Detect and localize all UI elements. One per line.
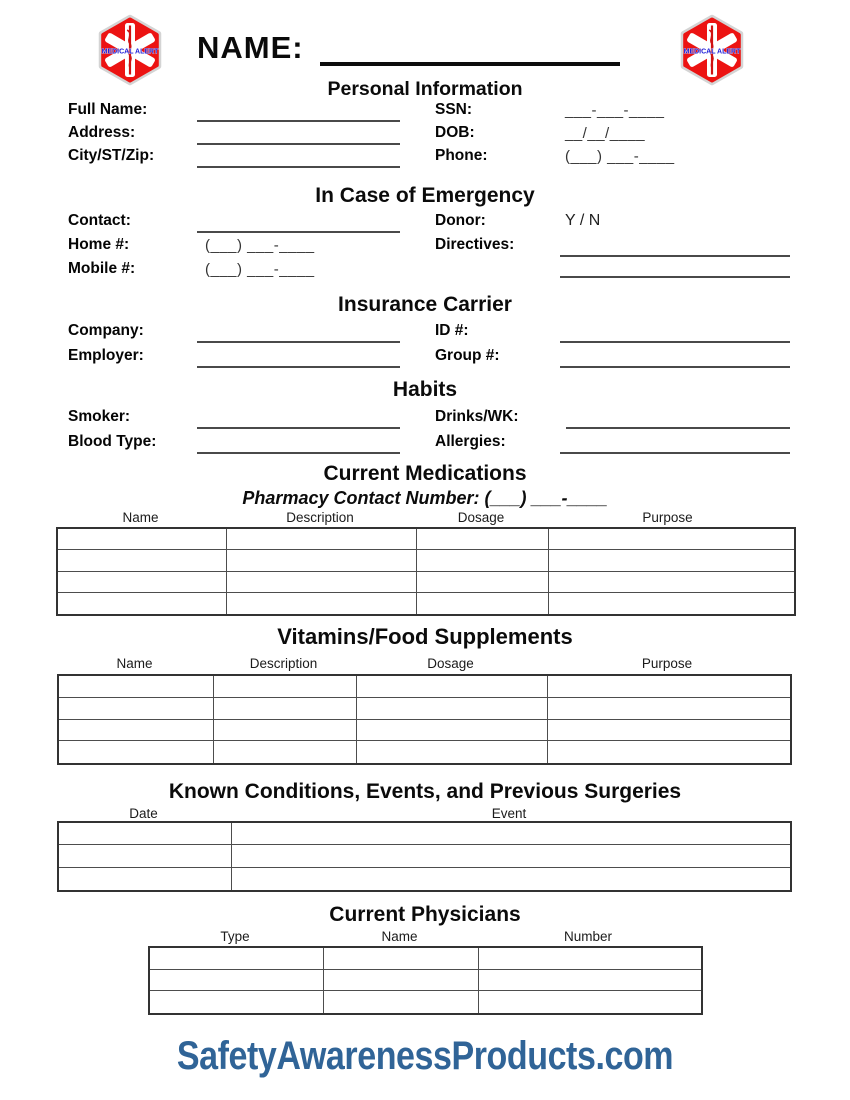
table-row [59,698,790,720]
vitamin-dosage-cell[interactable] [357,676,548,697]
phone-input-pattern[interactable]: (___) ___-____ [565,148,675,165]
medication-purpose-cell[interactable] [549,572,790,592]
vitamin-description-cell[interactable] [214,676,357,697]
table-row [58,529,794,550]
field-row-mobile-phone [68,260,808,282]
ssn-label: SSN: [435,101,473,118]
medications-table [56,527,796,616]
smoker-input-line[interactable] [197,427,400,429]
field-row-smoker [68,408,808,430]
employer-label: Employer: [68,347,144,364]
column-header-description: Description [249,656,318,671]
employer-input-line[interactable] [197,366,400,368]
mobile-phone-label: Mobile #: [68,260,136,277]
condition-event-cell[interactable] [232,845,790,866]
vitamin-purpose-cell[interactable] [548,698,790,719]
section-title-vitamins: Vitamins/Food Supplements [277,624,573,649]
medication-name-cell[interactable] [58,529,227,549]
conditions-table [57,821,792,892]
conditions-table-header [57,806,792,821]
allergies-input-line[interactable] [560,452,790,454]
phone-label: Phone: [435,147,488,164]
column-header-dosage: Dosage [427,656,474,671]
medication-purpose-cell[interactable] [549,550,790,570]
section-title-conditions: Known Conditions, Events, and Previous Surgeries [168,780,682,803]
vitamin-dosage-cell[interactable] [357,720,548,741]
vitamins-table [57,674,792,765]
table-row [58,550,794,571]
donor-choice[interactable]: Y / N [565,212,601,229]
section-title-emergency: In Case of Emergency [315,184,535,207]
name-input-line[interactable] [320,62,620,66]
full-name-input-line[interactable] [197,120,400,122]
field-row-employer [68,347,808,369]
vitamin-description-cell[interactable] [214,741,357,763]
column-header-name: Name [381,929,418,944]
field-row-address [68,124,808,146]
donor-label: Donor: [435,212,486,229]
physician-type-cell[interactable] [150,991,324,1013]
field-row-blood-type [68,433,808,455]
vitamins-table-header [57,656,792,671]
vitamin-purpose-cell[interactable] [548,676,790,697]
medication-dosage-cell[interactable] [417,529,549,549]
table-row [59,845,790,867]
vitamin-name-cell[interactable] [59,676,214,697]
dob-label: DOB: [435,124,475,141]
blood-type-input-line[interactable] [197,452,400,454]
company-input-line[interactable] [197,341,400,343]
column-header-event: Event [491,806,527,821]
table-row [59,868,790,890]
condition-event-cell[interactable] [232,868,790,890]
medication-dosage-cell[interactable] [417,572,549,592]
full-name-label: Full Name: [68,101,148,118]
medication-description-cell[interactable] [227,593,417,614]
physicians-table [148,946,703,1015]
medication-description-cell[interactable] [227,572,417,592]
table-row [150,970,701,992]
vitamin-name-cell[interactable] [59,698,214,719]
contact-input-line[interactable] [197,231,400,233]
pharmacy-contact-line: Pharmacy Contact Number: (___) ___-____ [242,488,608,508]
table-row [59,823,790,845]
physician-type-cell[interactable] [150,948,324,969]
column-header-name: Name [122,510,159,525]
column-header-dosage: Dosage [457,510,505,525]
column-header-purpose: Purpose [642,510,693,525]
field-row-full-name [68,101,808,123]
table-row [59,741,790,763]
ssn-input-pattern[interactable]: ___-___-____ [565,102,665,119]
physician-number-cell[interactable] [479,991,701,1013]
smoker-label: Smoker: [68,408,131,425]
field-row-home-phone [68,236,808,258]
medication-purpose-cell[interactable] [549,593,790,614]
vitamin-dosage-cell[interactable] [357,698,548,719]
condition-date-cell[interactable] [59,823,232,844]
address-label: Address: [68,124,136,141]
vitamin-description-cell[interactable] [214,720,357,741]
physician-number-cell[interactable] [479,970,701,991]
drinks-wk-input-line[interactable] [566,427,790,429]
medication-dosage-cell[interactable] [417,593,549,614]
medication-description-cell[interactable] [227,550,417,570]
directives-label: Directives: [435,236,515,253]
city-st-zip-label: City/ST/Zip: [68,147,155,164]
allergies-label: Allergies: [435,433,506,450]
column-header-date: Date [129,806,158,821]
medication-name-cell[interactable] [58,572,227,592]
field-row-company [68,322,808,344]
contact-label: Contact: [68,212,131,229]
medical-alert-logo-left [94,14,166,86]
id-number-label: ID #: [435,322,469,339]
physician-name-cell[interactable] [324,991,479,1013]
condition-event-cell[interactable] [232,823,790,844]
section-title-physicians: Current Physicians [329,903,521,926]
vitamin-description-cell[interactable] [214,698,357,719]
medication-purpose-cell[interactable] [549,529,790,549]
mobile-phone-input-pattern[interactable]: (___) ___-____ [205,261,315,278]
medications-table-header [56,510,792,525]
section-title-personal: Personal Information [327,78,523,100]
footer-website-link[interactable]: SafetyAwarenessProducts.com [176,1034,674,1078]
field-row-city-st-zip [68,147,808,169]
vitamin-purpose-cell[interactable] [548,720,790,741]
table-row [59,720,790,742]
directives-input-line-1[interactable] [560,255,790,257]
medical-alert-logo-right [676,14,748,86]
vitamin-name-cell[interactable] [59,741,214,763]
physician-type-cell[interactable] [150,970,324,991]
table-row [58,593,794,614]
condition-date-cell[interactable] [59,845,232,866]
physician-name-cell[interactable] [324,948,479,969]
medication-dosage-cell[interactable] [417,550,549,570]
physician-name-cell[interactable] [324,970,479,991]
group-number-label: Group #: [435,347,500,364]
vitamin-name-cell[interactable] [59,720,214,741]
city-st-zip-input-line[interactable] [197,166,400,168]
home-phone-input-pattern[interactable]: (___) ___-____ [205,237,315,254]
section-title-habits: Habits [392,378,458,401]
drinks-wk-label: Drinks/WK: [435,408,519,425]
table-row [150,991,701,1013]
directives-input-line-2[interactable] [560,276,790,278]
dob-input-pattern[interactable]: __/__/____ [565,125,646,142]
blood-type-label: Blood Type: [68,433,157,450]
table-row [58,572,794,593]
column-header-name: Name [116,656,153,671]
column-header-purpose: Purpose [641,656,693,671]
column-header-type: Type [220,929,250,944]
medication-name-cell[interactable] [58,593,227,614]
field-row-contact [68,212,808,234]
group-number-input-line[interactable] [560,366,790,368]
section-title-insurance: Insurance Carrier [338,293,512,316]
condition-date-cell[interactable] [59,868,232,890]
vitamin-dosage-cell[interactable] [357,741,548,763]
name-heading: NAME: [197,30,304,65]
column-header-description: Description [286,510,354,525]
company-label: Company: [68,322,144,339]
column-header-number: Number [563,929,612,944]
section-title-medications: Current Medications [323,462,527,485]
medication-name-cell[interactable] [58,550,227,570]
table-row [150,948,701,970]
vitamin-purpose-cell[interactable] [548,741,790,763]
physician-number-cell[interactable] [479,948,701,969]
medication-description-cell[interactable] [227,529,417,549]
address-input-line[interactable] [197,143,400,145]
home-phone-label: Home #: [68,236,130,253]
id-number-input-line[interactable] [560,341,790,343]
physicians-table-header [148,929,703,944]
table-row [59,676,790,698]
